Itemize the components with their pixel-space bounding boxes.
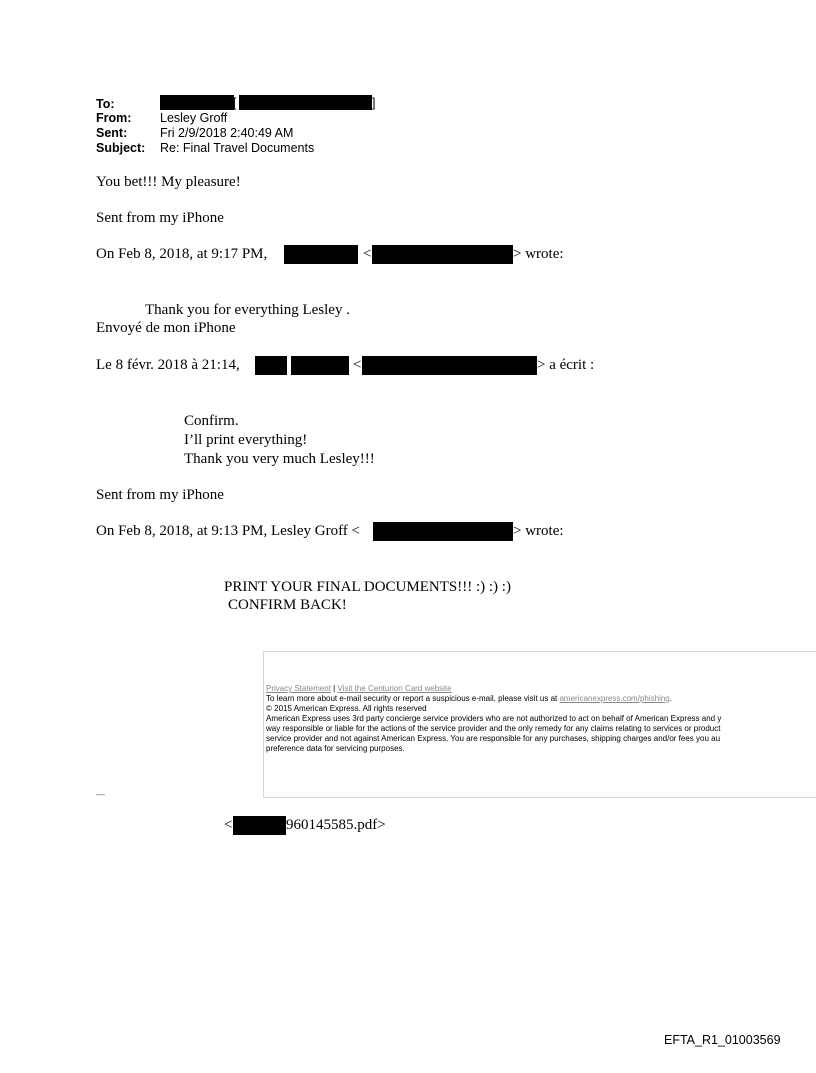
footer-disclaimer-line-2: way responsible or liable for the actions of the service provider and the only remedy for any claims relating to services or product xyxy=(266,724,721,733)
footer-disclaimer-line-4: preference data for servicing purposes. xyxy=(266,744,405,753)
to-bracket-open: [ xyxy=(233,96,237,110)
bates-number: EFTA_R1_01003569 xyxy=(664,1033,781,1047)
attachment-filename[interactable]: 960145585.pdf> xyxy=(286,817,386,833)
quote-header-2-suffix: > a écrit : xyxy=(537,357,595,373)
security-period: . xyxy=(669,694,672,703)
redaction-quote2-first xyxy=(255,356,287,375)
thanks-text: Thank you for everything Lesley . xyxy=(145,302,350,318)
quote-header-2-lt: < xyxy=(353,357,362,373)
quote-header-1-prefix: On Feb 8, 2018, at 9:17 PM, xyxy=(96,246,268,262)
footer-security-row xyxy=(266,694,721,704)
footer-copyright: © 2015 American Express. All rights reserved xyxy=(266,704,427,713)
confirm-line-2: I’ll print everything! xyxy=(184,432,308,448)
amex-footer-text xyxy=(266,684,721,754)
redaction-quote1-email xyxy=(372,245,513,264)
quote-header-1-lt: < xyxy=(363,246,372,262)
security-text: To learn more about e-mail security or report a suspicious e-mail, please visit us at xyxy=(266,694,560,703)
dash-separator: — xyxy=(96,789,105,799)
signature-iphone-1: Sent from my iPhone xyxy=(96,210,224,226)
subject-value: Re: Final Travel Documents xyxy=(160,141,315,155)
from-label: From: xyxy=(96,111,132,125)
quote-header-1-suffix: > wrote: xyxy=(513,246,564,262)
to-label: To: xyxy=(96,97,115,111)
sent-label: Sent: xyxy=(96,126,128,140)
confirm-line-3: Thank you very much Lesley!!! xyxy=(184,451,375,467)
subject-label: Subject: xyxy=(96,141,146,155)
envoye-text: Envoyé de mon iPhone xyxy=(96,320,236,336)
attachment-lt: < xyxy=(224,817,233,833)
redaction-quote1-name xyxy=(284,245,358,264)
phishing-link[interactable]: americanexpress.com/phishing xyxy=(559,694,670,703)
confirm-line-1: Confirm. xyxy=(184,413,239,429)
footer-disclaimer-line-3: service provider and not against American Express. You are responsible for any purchases, shipping charges and/or fees you au xyxy=(266,734,721,743)
redaction-quote2-last xyxy=(291,356,349,375)
quote-header-3-prefix: On Feb 8, 2018, at 9:13 PM, Lesley Groff < xyxy=(96,523,360,539)
redaction-to-name xyxy=(160,95,237,110)
quote-header-2-prefix: Le 8 févr. 2018 à 21:14, xyxy=(96,357,240,373)
footer-links-row xyxy=(266,684,721,694)
footer-disclaimer-line-1: American Express uses 3rd party concierge service providers who are not authorized to act on behalf of American Express and y xyxy=(266,714,722,723)
from-value: Lesley Groff xyxy=(160,111,228,125)
centurion-card-link[interactable]: Visit the Centurion Card website xyxy=(337,684,452,693)
print-line-1: PRINT YOUR FINAL DOCUMENTS!!! :) :) :) xyxy=(224,579,511,595)
signature-iphone-2: Sent from my iPhone xyxy=(96,487,224,503)
sent-value: Fri 2/9/2018 2:40:49 AM xyxy=(160,126,294,140)
amex-footer-box xyxy=(263,651,816,798)
privacy-statement-link[interactable]: Privacy Statement xyxy=(266,684,331,693)
footer-link-separator: | xyxy=(333,684,336,693)
print-line-2: CONFIRM BACK! xyxy=(228,597,347,613)
redaction-to-email xyxy=(239,95,372,110)
to-bracket-close: ] xyxy=(372,96,376,110)
reply-text: You bet!!! My pleasure! xyxy=(96,174,241,190)
redaction-quote2-email xyxy=(362,356,537,375)
quote-header-3-suffix: > wrote: xyxy=(513,523,564,539)
redaction-attachment-prefix xyxy=(233,816,286,835)
redaction-quote3-email xyxy=(373,522,513,541)
